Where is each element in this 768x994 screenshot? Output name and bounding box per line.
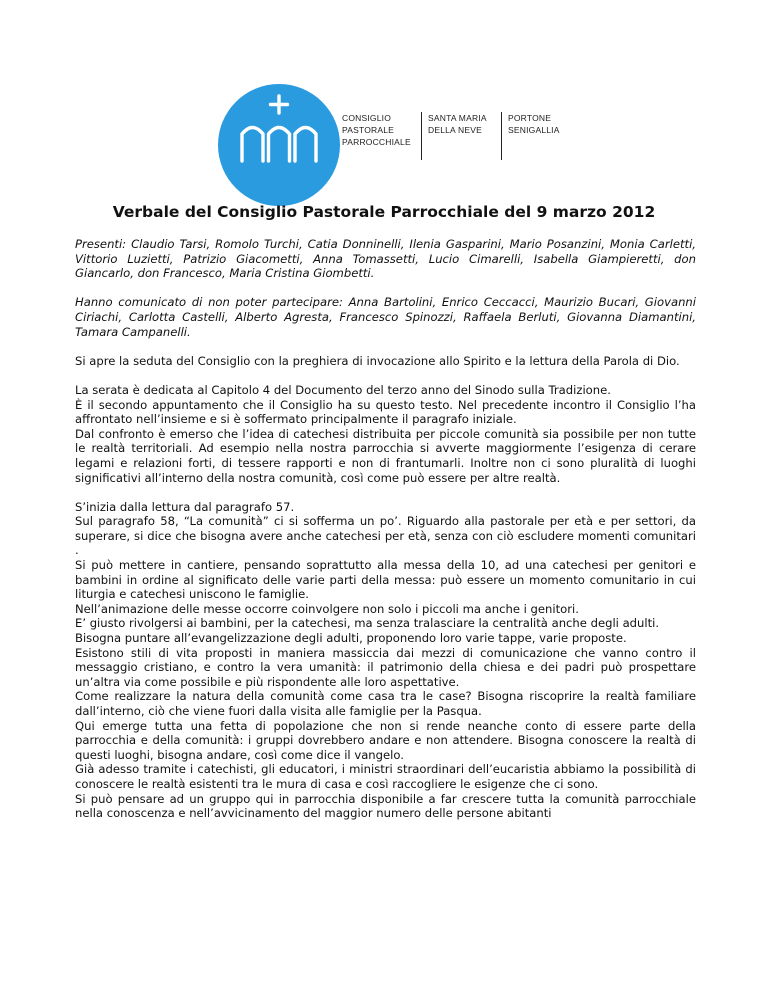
org-location (508, 112, 560, 136)
divider (421, 112, 422, 160)
org-council-line: PASTORALE (342, 125, 395, 135)
body-line: Come realizzare la natura della comunità come casa tra le case? Bisogna riscoprire la realtà familiare dall’interno, ciò che viene fuori dalla visita alle famiglie per la Pasqua. (75, 689, 696, 718)
body-line: Esistono stili di vita proposti in maniera massiccia dai mezzi di comunicazione che vanno contro il messaggio cristiano, e contro la vera umanità: il patrimonio della chiesa e dei padri può prospettare un’altra via come possibile e più rispondente alle loro aspettative. (75, 645, 696, 689)
org-council-line: CONSIGLIO (342, 113, 392, 123)
absentees-paragraph: Hanno comunicato di non poter partecipare: Anna Bartolini, Enrico Ceccacci, Maurizio Bucari, Giovanni Ciriachi, Carlotta Castelli, Alberto Agresta, Francesco Spinozzi, Raffaela Berluti, Giovanna Diamantini, Tamara Campanelli. (75, 295, 696, 339)
opening-paragraph: Si apre la seduta del Consiglio con la preghiera di invocazione allo Spirito e la lettura della Parola di Dio. (75, 353, 680, 368)
body-line: La serata è dedicata al Capitolo 4 del Documento del terzo anno del Sinodo sulla Tradizione. (75, 382, 611, 397)
org-church-line: DELLA NEVE (428, 125, 482, 135)
body-line: Sul paragrafo 58, “La comunità” ci si sofferma un po’. Riguardo alla pastorale per età e per settori, da superare, si dice che bisogna avere anche catechesi per età, senza con ciò escludere momenti comunitari . (75, 514, 696, 558)
body-line: E’ giusto rivolgersi ai bambini, per la catechesi, ma senza tralasciare la centralità anche degli adulti. (75, 616, 660, 631)
body-line: Si può pensare ad un gruppo qui in parrocchia disponibile a far crescere tutta la comunità parrocchiale nella conoscenza e nell’avvicinamento del maggior numero delle persone abitanti (75, 791, 696, 821)
section-intro (75, 383, 696, 485)
org-location-line: PORTONE (508, 113, 552, 123)
org-church-line: SANTA MARIA (428, 113, 487, 123)
body-line: Già adesso tramite i catechisti, gli educatori, i ministri straordinari dell’eucaristia abbiamo la possibilità di conoscere le realtà esistenti tra le mura di casa e così raccogliere le esigenze che ci sono. (75, 762, 696, 791)
body-line: Dal confronto è emerso che l’idea di catechesi distribuita per piccole comunità sia possibile per non tutte le realtà territoriali. Ad esempio nella nostra parrocchia si avverte maggiormente l’esigenza di cerare legami e relazioni forti, di tessere rapporti e non di frantumarli. Inoltre non ci sono pluralità di luoghi significativi all’interno della nostra comunità, così come può essere per altre realtà. (75, 426, 696, 485)
body-line: È il secondo appuntamento che il Consiglio ha su questo testo. Nel precedente incontro il Consiglio l’ha affrontato nell’insieme e si è soffermato principalmente il paragrafo iniziale. (75, 397, 696, 427)
body-line: Bisogna puntare all’evangelizzazione degli adulti, proponendo loro varie tappe, varie proposte. (75, 631, 627, 646)
body-line: Nell’animazione delle messe occorre coinvolgere non solo i piccoli ma anche i genitori. (75, 601, 579, 616)
org-council (342, 112, 411, 148)
org-church (428, 112, 487, 136)
document-title: Verbale del Consiglio Pastorale Parrocchiale del 9 marzo 2012 (112, 203, 656, 221)
body-line: Si può mettere in cantiere, pensando soprattutto alla messa della 10, ad una catechesi per genitori e bambini in ordine al significato delle varie parti della messa: può essere un momento comunitario in cui liturgia e catechesi uniscono le famiglie. (75, 558, 696, 602)
org-location-line: SENIGALLIA (508, 125, 560, 135)
body-line: Qui emerge tutta una fetta di popolazione che non si rende neanche conto di essere parte della parrocchia e della comunità: i gruppi dovrebbero andare e non attendere. Bisogna conoscere la realtà di questi luoghi, bisogna andare, così come dice il vangelo. (75, 718, 696, 762)
org-council-line: PARROCCHIALE (342, 137, 411, 147)
parish-logo-icon (218, 84, 340, 206)
attendees-paragraph: Presenti: Claudio Tarsi, Romolo Turchi, Catia Donninelli, Ilenia Gasparini, Mario Posanzini, Monia Carletti, Vittorio Luzietti, Patrizio Giacometti, Anna Tomassetti, Lucio Cimarelli, Isabella Giampieretti, don Giancarlo, don Francesco, Maria Cristina Giombetti. (75, 237, 696, 281)
divider (501, 112, 502, 160)
header (218, 84, 558, 174)
body-line: S’inizia dalla lettura dal paragrafo 57. (75, 499, 295, 514)
section-discussion (75, 500, 696, 821)
document-body (75, 237, 696, 821)
